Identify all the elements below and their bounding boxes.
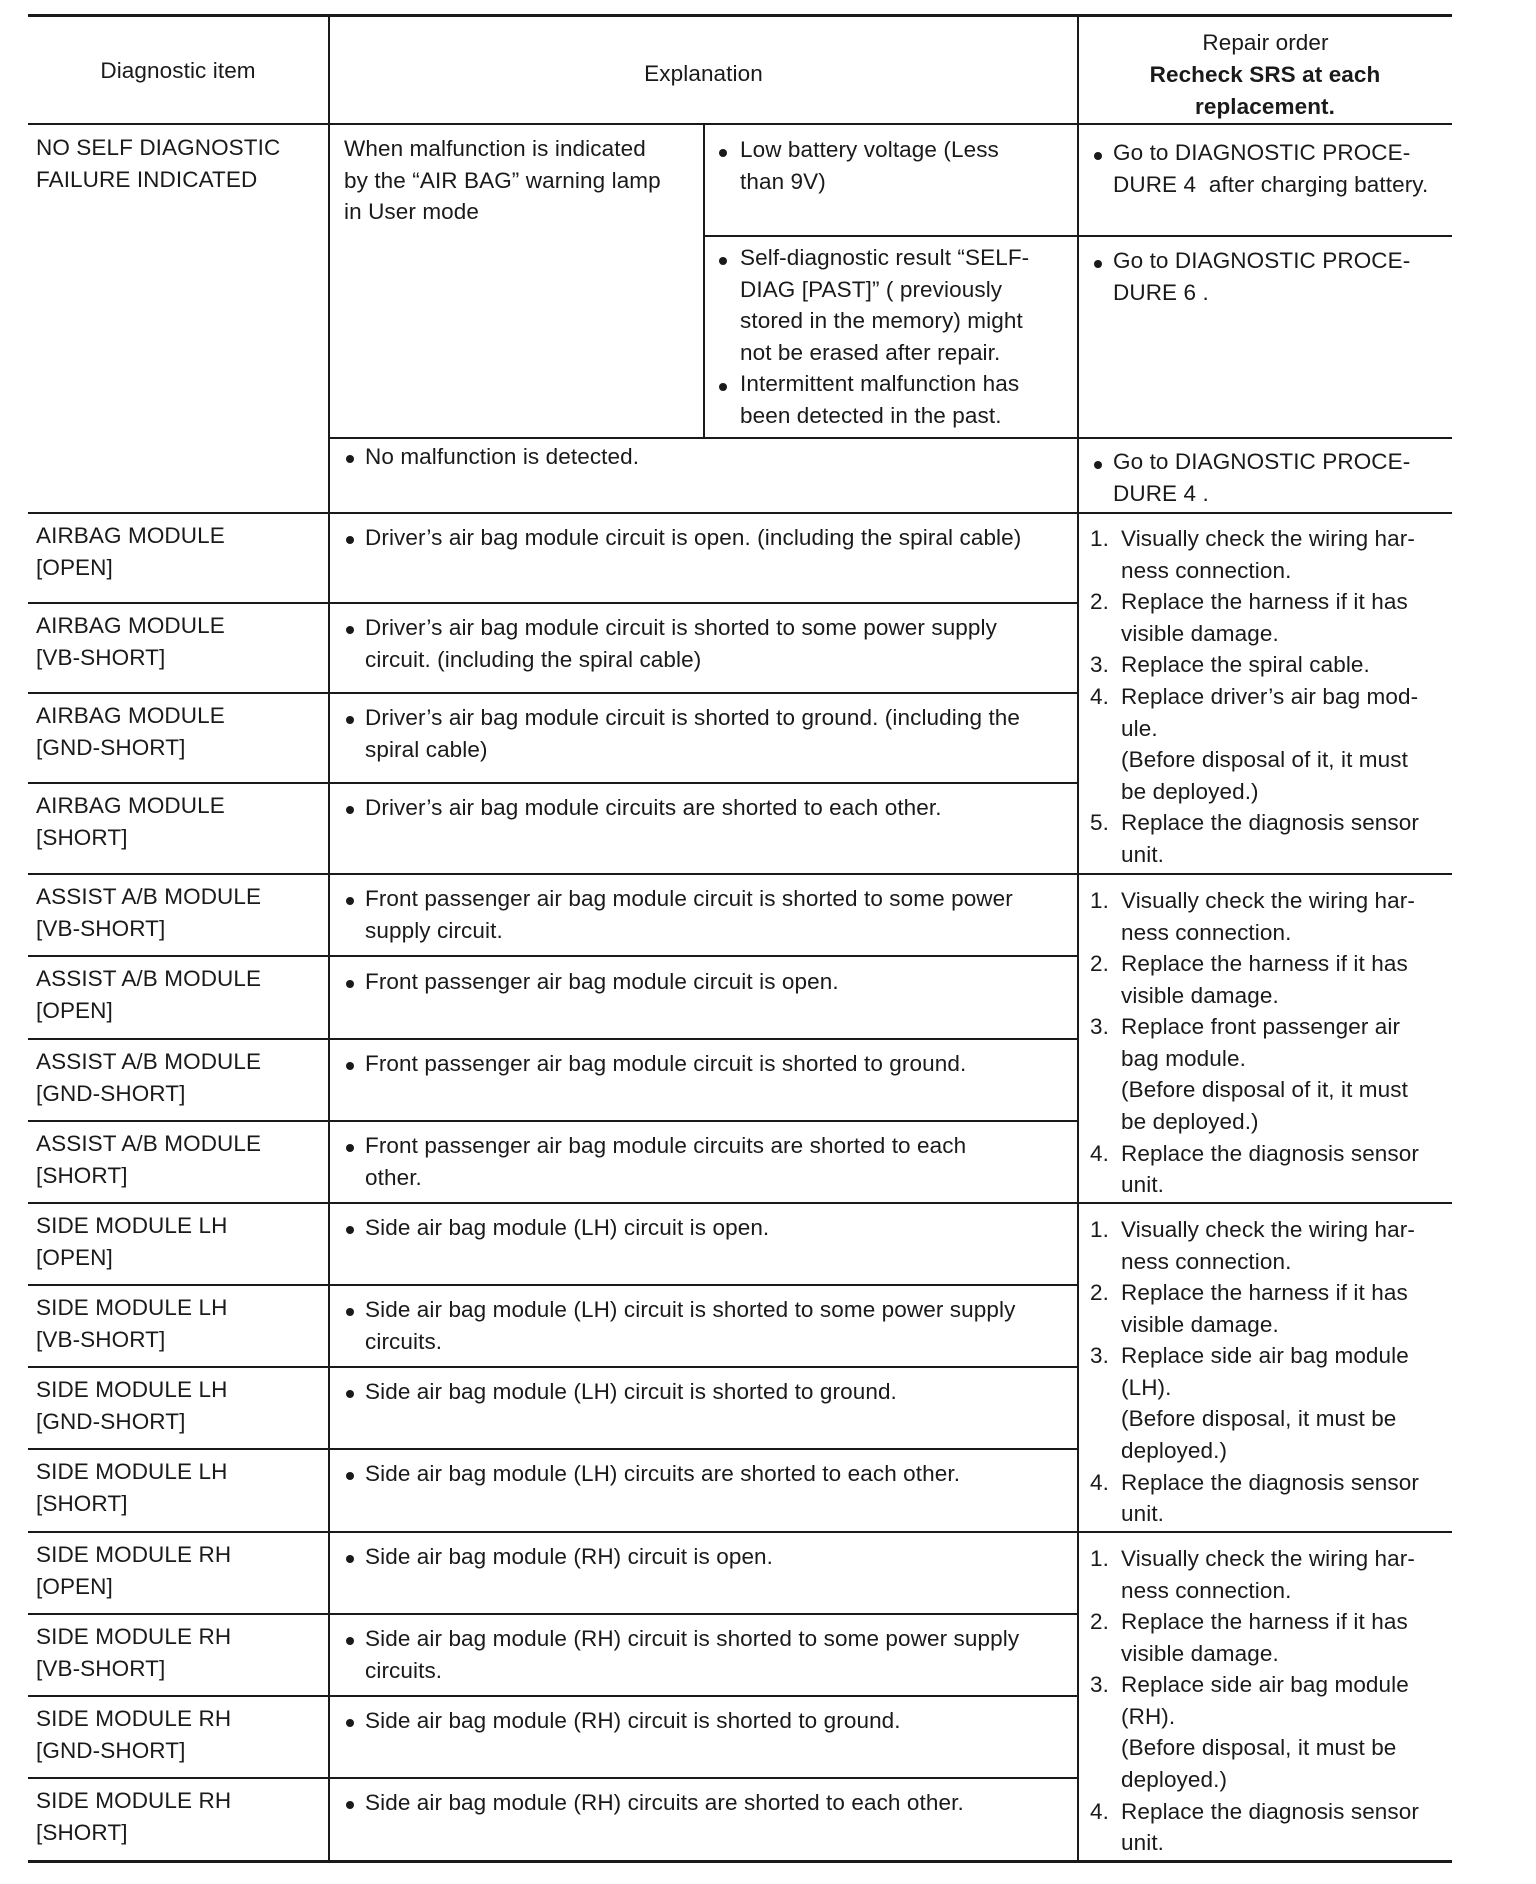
diagnostic-item: SIDE MODULE LH [SHORT] [36, 1459, 228, 1516]
diagnostic-item: SIDE MODULE LH [VB-SHORT] [36, 1295, 228, 1352]
repair-step-text: Visually check the wiring har- ness connection. [1121, 1217, 1415, 1274]
top-border [28, 14, 1452, 17]
row-line [28, 602, 1078, 604]
bullet-icon [346, 1637, 354, 1645]
repair-step-number: 1. [1090, 1546, 1109, 1571]
repair-step-number: 2. [1090, 951, 1109, 977]
repair-step-number: 4. [1090, 1798, 1109, 1824]
repair-step-number: 2. [1090, 1280, 1109, 1306]
explanation-text: Driver’s air bag module circuit is shorted to some power supply circuit. (including the spiral cable) [365, 615, 997, 672]
bullet-icon [1094, 152, 1102, 160]
row-line [28, 782, 1078, 784]
diagnostic-item: SIDE MODULE RH [GND-SHORT] [36, 1706, 232, 1763]
bullet-icon [719, 257, 727, 265]
repair-step-text: Replace front passenger air bag module. (Before disposal of it, it must be deployed.) [1121, 1014, 1408, 1134]
repair-step-number: 4. [1090, 1469, 1109, 1495]
bullet-icon [346, 897, 354, 905]
explanation-text: Side air bag module (LH) circuit is open. [365, 1215, 770, 1240]
header-repair-order: Repair order [1202, 30, 1329, 55]
bullet-icon [346, 1719, 354, 1727]
row-line [28, 1366, 1078, 1368]
bullet-icon [346, 1801, 354, 1809]
repair-step-number: 3. [1090, 1343, 1109, 1369]
sub-row-line [328, 437, 1452, 439]
header-bottom-border [28, 123, 1452, 125]
repair-step-text: Replace the harness if it has visible damage. [1121, 1609, 1408, 1666]
repair-step: Go to DIAGNOSTIC PROCE- DURE 6 . [1113, 248, 1411, 305]
explanation-text: Driver’s air bag module circuit is open. (including the spiral cable) [365, 525, 1022, 550]
row-line [28, 955, 1078, 957]
cause-past-result: Self-diagnostic result “SELF- DIAG [PAST]” ( previously stored in the memory) might not be erased after repair. [740, 245, 1030, 365]
diagnostic-item: ASSIST A/B MODULE [SHORT] [36, 1131, 262, 1188]
repair-step-number: 4. [1090, 1140, 1109, 1166]
repair-step-text: Replace the diagnosis sensor unit. [1121, 1140, 1419, 1198]
repair-step-number: 1. [1090, 1217, 1109, 1242]
repair-step-number: 5. [1090, 810, 1109, 836]
bullet-icon [346, 1472, 354, 1480]
explanation-text: Driver’s air bag module circuits are shorted to each other. [365, 795, 942, 820]
repair-step: Go to DIAGNOSTIC PROCE- DURE 4 after charging battery. [1113, 140, 1429, 197]
diagnostic-item: AIRBAG MODULE [VB-SHORT] [36, 613, 225, 670]
repair-step-number: 2. [1090, 1609, 1109, 1635]
repair-step-number: 3. [1090, 652, 1109, 678]
cause-no-malfunction: No malfunction is detected. [365, 444, 640, 469]
row-line [28, 1038, 1078, 1040]
group-separator [28, 1531, 1452, 1533]
repair-step-text: Replace side air bag module (LH). (Before disposal, it must be deployed.) [1121, 1343, 1409, 1463]
bullet-icon [346, 716, 354, 724]
group-separator [28, 873, 1452, 875]
bullet-icon [346, 1226, 354, 1234]
diagnostic-item: SIDE MODULE RH [VB-SHORT] [36, 1624, 232, 1681]
repair-step-text: Replace the harness if it has visible damage. [1121, 951, 1408, 1008]
repair-step-text: Replace the harness if it has visible damage. [1121, 1280, 1408, 1337]
repair-step-number: 4. [1090, 684, 1109, 709]
explanation-text: Side air bag module (RH) circuit is shorted to ground. [365, 1708, 901, 1733]
malfunction-condition: When malfunction is indicated by the “AIR BAG” warning lamp in User mode [344, 136, 661, 224]
repair-step-text: Visually check the wiring har- ness connection. [1121, 1546, 1415, 1603]
diagnostic-item: ASSIST A/B MODULE [GND-SHORT] [36, 1049, 262, 1106]
bullet-icon [346, 536, 354, 544]
bullet-icon [346, 1308, 354, 1316]
explanation-text: Side air bag module (LH) circuit is shorted to ground. [365, 1379, 897, 1404]
repair-step-text: Visually check the wiring har- ness connection. [1121, 526, 1415, 583]
cause-intermittent: Intermittent malfunction has been detected in the past. [740, 371, 1020, 428]
repair-step-text: Replace the diagnosis sensor unit. [1121, 1469, 1419, 1527]
diagnostic-item: AIRBAG MODULE [GND-SHORT] [36, 703, 225, 760]
explanation-text: Front passenger air bag module circuit is open. [365, 969, 839, 994]
repair-step-text: Replace side air bag module (RH). (Before disposal, it must be deployed.) [1121, 1672, 1409, 1792]
row-line [28, 1120, 1078, 1122]
bullet-icon [346, 626, 354, 634]
cause-low-battery: Low battery voltage (Less than 9V) [740, 137, 999, 194]
bullet-icon [346, 980, 354, 988]
group-separator [28, 512, 1452, 514]
explanation-text: Side air bag module (RH) circuits are shorted to each other. [365, 1790, 964, 1815]
repair-step-text: Replace the diagnosis sensor unit. [1121, 1798, 1419, 1856]
repair-step-number: 2. [1090, 589, 1109, 615]
diagnostic-item: AIRBAG MODULE [SHORT] [36, 793, 225, 850]
repair-step-number: 1. [1090, 526, 1109, 551]
diagnostic-item: ASSIST A/B MODULE [OPEN] [36, 966, 262, 1023]
repair-step-text: Replace driver’s air bag mod- ule. (Before disposal of it, it must be deployed.) [1121, 684, 1419, 804]
row-line [28, 1284, 1078, 1286]
explanation-text: Side air bag module (LH) circuit is shorted to some power supply circuits. [365, 1297, 1016, 1354]
repair-step-text: Replace the diagnosis sensor unit. [1121, 810, 1419, 867]
row-line [28, 1695, 1078, 1697]
header-diagnostic-item: Diagnostic item [100, 58, 256, 83]
row-line [28, 1613, 1078, 1615]
diagnostic-item: SIDE MODULE RH [OPEN] [36, 1542, 232, 1599]
explanation-text: Driver’s air bag module circuit is shorted to ground. (including the spiral cable) [365, 705, 1021, 762]
bottom-border [28, 1860, 1452, 1863]
repair-step-number: 1. [1090, 888, 1109, 913]
row-line [28, 692, 1078, 694]
repair-step-number: 3. [1090, 1672, 1109, 1698]
explanation-text: Side air bag module (LH) circuits are shorted to each other. [365, 1461, 961, 1486]
bullet-icon [346, 1062, 354, 1070]
column-divider-1 [328, 14, 330, 1863]
bullet-icon [346, 455, 354, 463]
diagnostic-item: NO SELF DIAGNOSTIC FAILURE INDICATED [36, 135, 281, 192]
explanation-text: Front passenger air bag module circuit is shorted to ground. [365, 1051, 967, 1076]
sub-row-line [703, 235, 1452, 237]
row-line [28, 1448, 1078, 1450]
bullet-icon [346, 1144, 354, 1152]
bullet-icon [346, 1390, 354, 1398]
diagnostic-item: SIDE MODULE LH [OPEN] [36, 1213, 228, 1270]
repair-step-text: Replace the spiral cable. [1121, 652, 1370, 678]
group-separator [28, 1202, 1452, 1204]
diagnostic-item: AIRBAG MODULE [OPEN] [36, 523, 225, 580]
diagnostic-item: SIDE MODULE LH [GND-SHORT] [36, 1377, 228, 1434]
explanation-text: Side air bag module (RH) circuit is open. [365, 1544, 774, 1569]
bullet-icon [719, 383, 727, 391]
sub-column-divider [703, 125, 705, 437]
header-recheck-note: Recheck SRS at each replacement. [1149, 62, 1381, 119]
repair-step-text: Visually check the wiring har- ness connection. [1121, 888, 1415, 945]
bullet-icon [719, 149, 727, 157]
row-line [28, 1777, 1078, 1779]
header-explanation: Explanation [644, 61, 763, 86]
explanation-text: Side air bag module (RH) circuit is shorted to some power supply circuits. [365, 1626, 1020, 1683]
repair-step-text: Replace the harness if it has visible damage. [1121, 589, 1408, 646]
explanation-text: Front passenger air bag module circuits are shorted to each other. [365, 1133, 967, 1190]
column-divider-2 [1077, 14, 1079, 1863]
diagnostic-item: SIDE MODULE RH [SHORT] [36, 1788, 232, 1845]
explanation-text: Front passenger air bag module circuit is shorted to some power supply circuit. [365, 886, 1013, 943]
bullet-icon [346, 1555, 354, 1563]
bullet-icon [346, 806, 354, 814]
repair-step: Go to DIAGNOSTIC PROCE- DURE 4 . [1113, 449, 1411, 506]
bullet-icon [1094, 260, 1102, 268]
repair-step-number: 3. [1090, 1014, 1109, 1040]
bullet-icon [1094, 461, 1102, 469]
diagnostic-item: ASSIST A/B MODULE [VB-SHORT] [36, 884, 262, 941]
